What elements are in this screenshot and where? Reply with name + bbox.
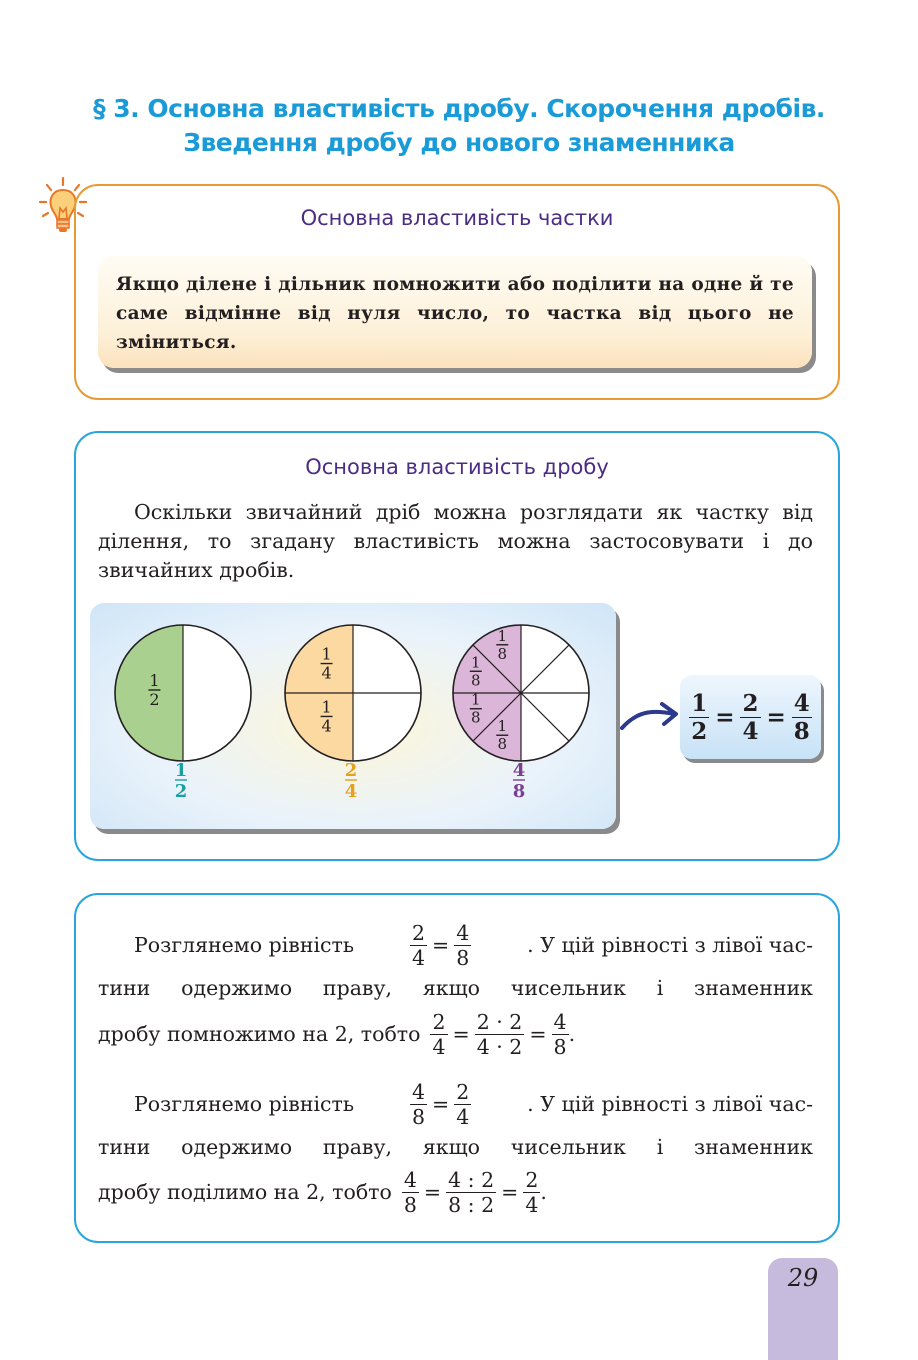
svg-text:1: 1 [470,690,481,709]
svg-text:1: 1 [174,760,188,781]
example2-frac-b: $\frac{2}{4}$ [456,1079,470,1129]
svg-text:1: 1 [321,644,332,664]
example2-line1-start: Розглянемо рівність [134,1092,355,1116]
svg-text:8: 8 [497,735,508,754]
example1-step-frac: $\frac{2 \cdot 2}{4 \cdot 2}$ [476,1009,523,1059]
equality-box [680,675,821,759]
equals-sign: = [432,1092,450,1116]
equals-sign: = [501,1180,519,1204]
eq-sign: = [766,703,786,731]
section-title-line2: Зведення дробу до нового знаменника [183,128,735,157]
example1-line3: дробу помножимо на 2, тобто $\frac{2}{4}$ = $\frac{2 \cdot 2}{4 \cdot 2}$ = $\frac{4}{8}$ . [98,1009,576,1059]
arrow-right-icon [618,700,682,734]
svg-text:4: 4 [321,716,332,736]
example2-line3: дробу поділимо на 2, тобто $\frac{4}{8}$ = $\frac{4 : 2}{8 : 2}$ = $\frac{2}{4}$ . [98,1167,547,1217]
svg-text:2: 2 [344,760,358,781]
svg-text:1: 1 [497,626,508,645]
eq-sign: = [715,703,735,731]
example2-line1 [98,1073,813,1135]
svg-text:2: 2 [174,781,188,802]
section-title [0,92,918,160]
equals-sign: = [423,1180,442,1204]
example2-step-frac-a: $\frac{4}{8}$ [403,1167,417,1217]
svg-text:4: 4 [321,663,332,683]
svg-text:4: 4 [512,760,526,781]
circle-4-sector-label [321,645,333,683]
eq-fraction-3: $\frac{4}{8}$ [793,689,810,745]
page-number: 29 [787,1264,819,1292]
svg-text:1: 1 [321,697,332,717]
svg-text:1: 1 [149,671,160,690]
circle-8-sector-label [470,653,482,689]
equals-sign: = [452,1022,470,1046]
example2-line2: тини одержимо праву, якщо чисельник і знаменник [98,1135,813,1159]
example1-frac-a: $\frac{2}{4}$ [411,920,426,970]
example2-frac-a: $\frac{4}{8}$ [411,1079,426,1129]
equals-sign: = [432,933,450,957]
circle-2-sector-label [148,671,160,709]
svg-text:8: 8 [470,708,481,727]
page-number-tab [768,1258,838,1360]
example1-line3-start: дробу помножимо на 2, тобто [98,1022,421,1046]
circle-4-caption [345,760,358,802]
example1-frac-b: $\frac{4}{8}$ [456,920,470,970]
example1-line1-end: . У цій рівності з лівої час- [527,933,813,957]
eq-fraction-1: $\frac{1}{2}$ [691,689,708,745]
circle-4-shaded-sector [285,625,353,693]
fraction-property-paragraph: Оскільки звичайний дріб можна розглядати як частку від ділення, то згадану властивість можна застосовувати і до звичайних дробів. [98,500,813,582]
circle-8-sector-label [496,627,508,663]
equals-sign: = [529,1022,547,1046]
example1-step-frac-b: $\frac{4}{8}$ [553,1009,567,1059]
fraction-property-title: Основна властивість дробу [305,455,609,479]
svg-text:8: 8 [512,781,526,802]
example1-line1-start: Розглянемо рівність [134,933,355,957]
eq-fraction-2: $\frac{2}{4}$ [742,689,759,745]
svg-text:8: 8 [497,644,508,663]
example2-step-frac: $\frac{4 : 2}{8 : 2}$ [448,1167,495,1217]
example1-line1 [98,914,813,976]
example2-line1-end: . У цій рівності з лівої час- [527,1092,813,1116]
example2-line3-start: дробу поділимо на 2, тобто [98,1180,392,1204]
svg-text:8: 8 [470,671,481,690]
svg-text:4: 4 [344,781,358,802]
example2-step-frac-b: $\frac{2}{4}$ [525,1167,539,1217]
fraction-circles [90,603,616,829]
quotient-rule-text: Якщо ділене і дільник помножити або поділити на одне й те саме відмінне від нуля число, то частка від цього не зміниться. [98,256,812,368]
circle-4-sector-label [321,697,333,735]
svg-text:1: 1 [470,653,481,672]
circle-8-caption [513,760,526,802]
svg-text:2: 2 [149,690,160,709]
example1-line2: тини одержимо праву, якщо чисельник і знаменник [98,976,813,1000]
section-title-line1: § 3. Основна властивість дробу. Скорочення дробів. [93,94,825,123]
circle-8-sector-label [496,717,508,753]
circle-4-shaded-sector [285,693,353,761]
circle-8-sector-label [470,691,482,727]
example1-step-frac-a: $\frac{2}{4}$ [432,1009,446,1059]
quotient-property-title: Основна властивість частки [300,206,614,230]
circle-2-caption [175,760,188,802]
svg-text:1: 1 [497,717,508,736]
